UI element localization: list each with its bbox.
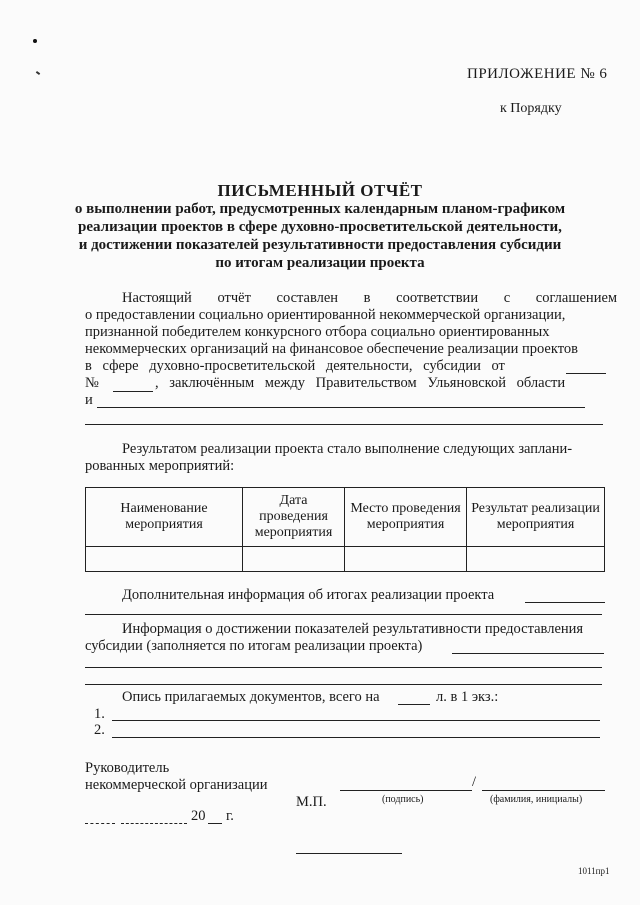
indicators-line: субсидии (заполняется по итогам реализации проекта) [85,638,423,654]
attachment-item-number: 2. [94,722,105,738]
additional-info-field[interactable] [525,602,605,603]
full-name-caption: (фамилия, инициалы) [490,794,583,805]
column-header-date: Дата проведения мероприятия [243,488,345,547]
intro-line: , заключённым между Правительством Ульяновской области [155,375,566,391]
additional-info-label: Дополнительная информация об итогах реализации проекта [122,587,495,603]
title-main: ПИСЬМЕННЫЙ ОТЧЁТ [217,181,423,200]
intro-text: Настоящий отчёт составлен в соответствии с соглашением [122,290,618,306]
order-reference: к Порядку [500,101,562,116]
column-header-result: Результат реализации мероприятия [467,488,605,547]
date-month-field[interactable] [121,823,187,824]
document-title [60,182,580,272]
attachments-sheets-field[interactable] [398,704,430,705]
agreement-date-field[interactable] [566,373,606,374]
title-line: о выполнении работ, предусмотренных календарным планом-графиком [74,201,566,217]
head-title: некоммерческой организации [85,777,268,793]
attachment-item-field[interactable] [112,720,600,721]
scan-tick-mark [36,71,40,75]
table-cell-place[interactable] [345,547,467,572]
attachment-item-number: 1. [94,706,105,722]
table-cell-result[interactable] [467,547,605,572]
intro-line: в сфере духовно-просветительской деятельности, субсидии от [85,358,505,374]
date-day-field[interactable] [85,823,115,824]
result-line: рованных мероприятий: [85,458,235,474]
signature-field[interactable] [340,790,472,791]
table-cell-event-name[interactable] [86,547,243,572]
counterparty-field-continued[interactable] [85,424,603,425]
intro-line: о предоставлении социально ориентированной некоммерческой организации, [85,307,566,323]
closing-separator [296,853,402,854]
title-line: по итогам реализации проекта [215,255,425,271]
attachments-copies-label: л. в 1 экз.: [436,689,499,705]
signature-caption: (подпись) [382,794,424,805]
annex-number: ПРИЛОЖЕНИЕ № 6 [467,66,608,82]
additional-info-field-continued[interactable] [85,614,602,615]
attachments-label: Опись прилагаемых документов, всего на [122,689,380,705]
events-table [85,487,605,572]
indicators-field-continued[interactable] [85,684,602,685]
date-year-prefix: 20 [191,808,206,824]
title-line: реализации проектов в сфере духовно-просветительской деятельности, [78,219,562,235]
counterparty-field[interactable] [97,407,585,408]
title-line: и достижении показателей результативности предоставления субсидии [78,237,562,253]
indicators-field-continued[interactable] [85,667,602,668]
head-title: Руководитель [85,760,170,776]
full-name-field[interactable] [482,790,605,791]
column-header-event-name: Наименование мероприятия [86,488,243,547]
scan-dot-mark [33,39,37,43]
date-year-field[interactable] [208,823,222,824]
column-header-place: Место проведения мероприятия [345,488,467,547]
indicators-field[interactable] [452,653,604,654]
table-header-row [86,488,605,547]
attachment-item-field[interactable] [112,737,600,738]
stamp-label: М.П. [296,794,327,810]
intro-and-label: и [85,392,93,408]
date-year-suffix: г. [226,808,234,824]
intro-number-label: № [85,375,99,391]
signature-slash: / [472,774,477,790]
indicators-line: Информация о достижении показателей результативности предоставления [122,621,584,637]
intro-line: признанной победителем конкурсного отбора социально ориентированных [85,324,550,340]
intro-line: некоммерческих организаций на финансовое обеспечение реализации проектов [85,341,578,357]
agreement-number-field[interactable] [113,391,153,392]
result-line: Результатом реализации проекта стало выполнение следующих заплани- [122,441,573,457]
document-code: 1011пр1 [578,866,610,876]
intro-line [122,290,618,307]
table-cell-date[interactable] [243,547,345,572]
table-row [86,547,605,572]
